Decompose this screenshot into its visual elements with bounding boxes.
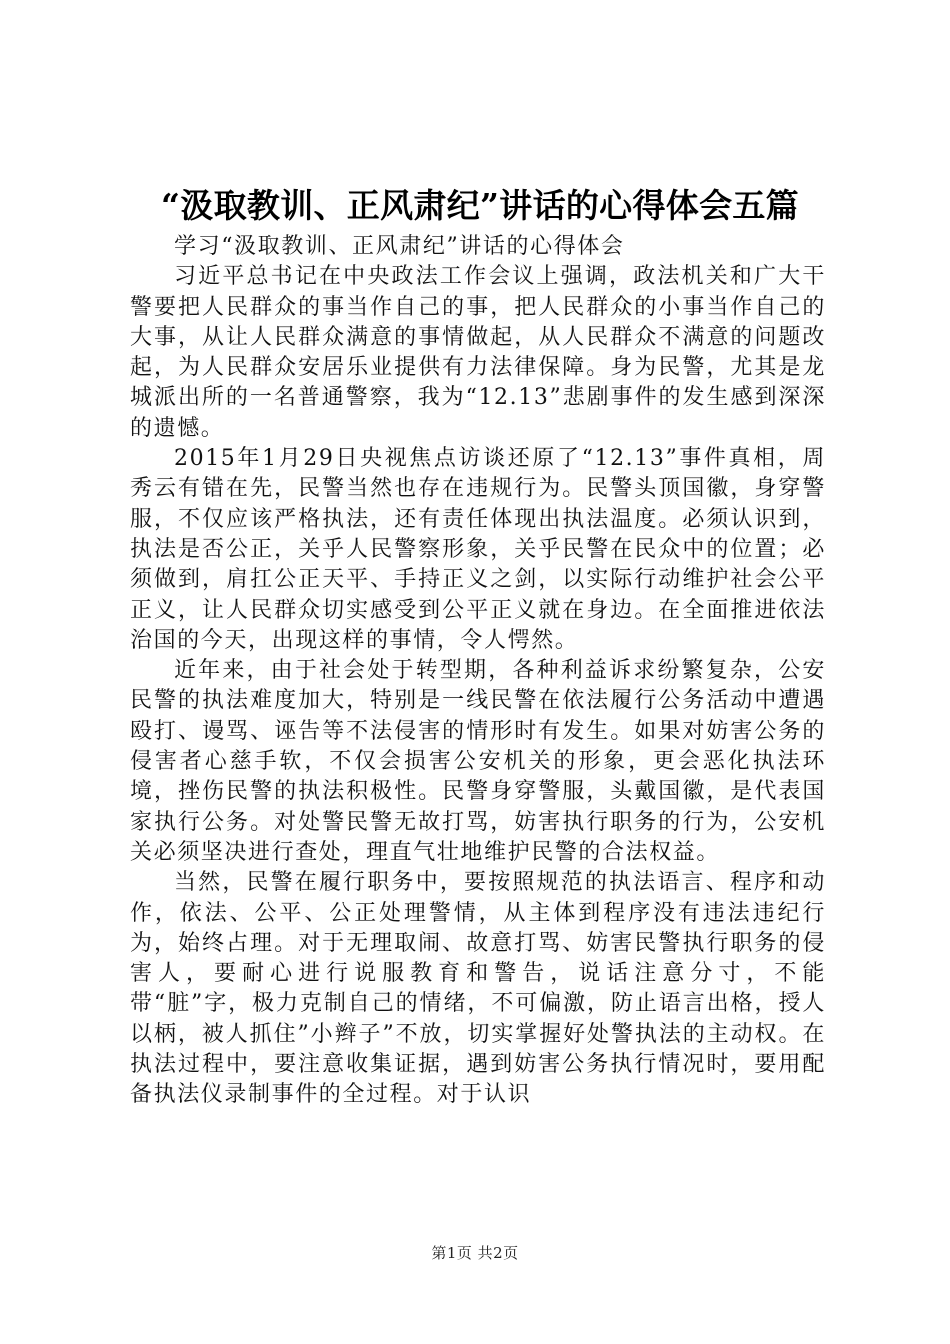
body-paragraph: 2015年1月29日央视焦点访谈还原了“12.13”事件真相，周秀云有错在先，民警当然也存在违规行为。民警头顶国徽，身穿警服，不仅应该严格执法，还有责任体现出执法温度。必须认识到，执法是否公正，关乎人民警察形象，关乎民警在民众中的位置；必须做到，肩扛公正天平、手持正义之剑，以实际行动维护社会公平正义，让人民群众切实感受到公平正义就在身边。在全面推进依法治国的今天，出现这样的事情，令人愕然。	[130, 446, 826, 653]
document-title: “汲取教训、正风肃纪”讲话的心得体会五篇	[161, 186, 799, 225]
page-number-footer: 第1页 共2页	[431, 1244, 519, 1262]
document-body	[130, 232, 826, 1111]
body-paragraph: 习近平总书记在中央政法工作会议上强调，政法机关和广大干警要把人民群众的事当作自己的事，把人民群众的小事当作自己的大事，从让人民群众满意的事情做起，从人民群众不满意的问题改起，为人民群众安居乐业提供有力法律保障。身为民警，尤其是龙城派出所的一名普通警察，我为“12.13”悲剧事件的发生感到深深的遗憾。	[130, 264, 826, 441]
document-subtitle: 学习“汲取教训、正风肃纪”讲话的心得体会	[174, 234, 625, 259]
body-paragraph: 当然，民警在履行职务中，要按照规范的执法语言、程序和动作，依法、公平、公正处理警情，从主体到程序没有违法违纪行为，始终占理。对于无理取闹、故意打骂、妨害民警执行职务的侵害人，要耐心进行说服教育和警告，说话注意分寸，不能带“脏”字，极力克制自己的情绪，不可偏激，防止语言出格，授人以柄，被人抓住”小辫子”不放，切实掌握好处警执法的主动权。在执法过程中，要注意收集证据，遇到妨害公务执行情况时，要用配备执法仪录制事件的全过程。对于认识	[130, 870, 826, 1108]
body-paragraph: 近年来，由于社会处于转型期，各种利益诉求纷繁复杂，公安民警的执法难度加大，特别是一线民警在依法履行公务活动中遭遇殴打、谩骂、诬告等不法侵害的情形时有发生。如果对妨害公务的侵害者心慈手软，不仅会损害公安机关的形象，更会恶化执法环境，挫伤民警的执法积极性。民警身穿警服，头戴国徽，是代表国家执行公务。对处警民警无故打骂，妨害执行职务的行为，公安机关必须坚决进行查处，理直气壮地维护民警的合法权益。	[130, 658, 826, 865]
